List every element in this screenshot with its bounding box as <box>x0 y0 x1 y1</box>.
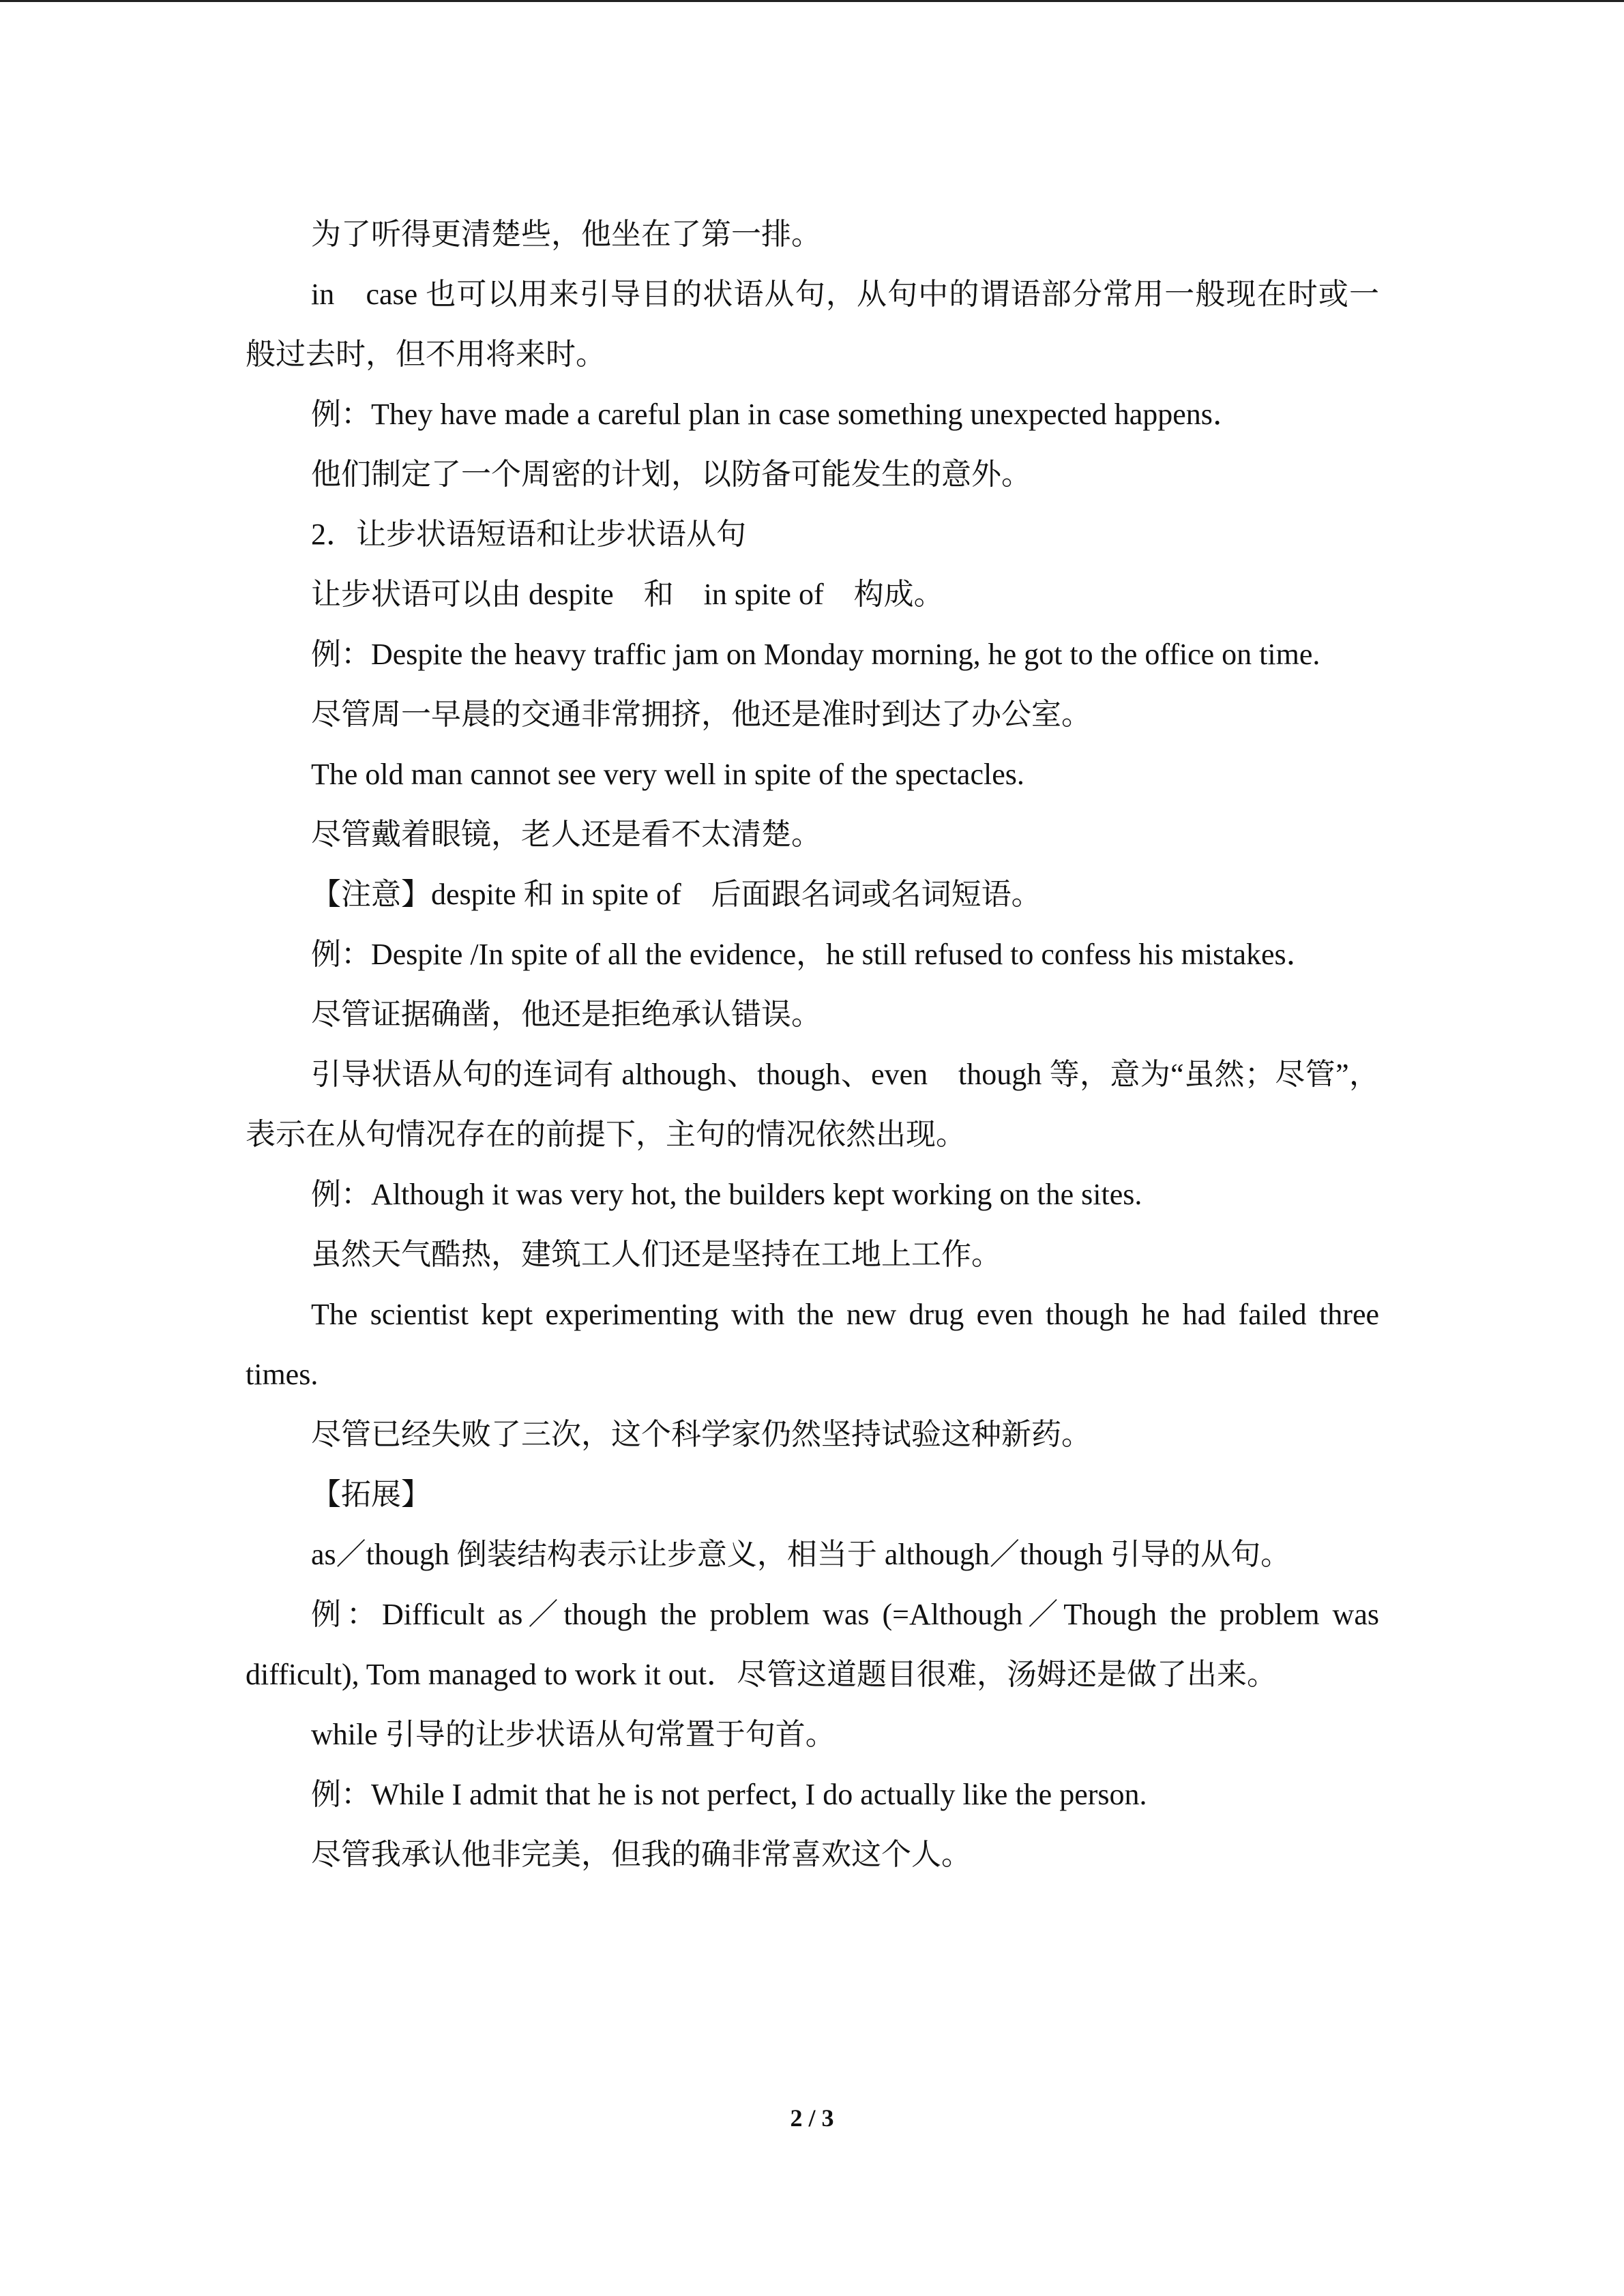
paragraph: The scientist kept experimenting with the new drug even though he had failed three times. <box>246 1298 1379 1391</box>
paragraph: 例：While I admit that he is not perfect, I do actually like the person. <box>311 1778 1147 1811</box>
paragraph: 他们制定了一个周密的计划，以防备可能发生的意外。 <box>311 458 1031 491</box>
paragraph: 例：Although it was very hot, the builders kept working on the sites. <box>311 1178 1142 1211</box>
page-number: 2 / 3 <box>790 2104 834 2132</box>
paragraph: 尽管戴着眼镜，老人还是看不太清楚。 <box>311 818 821 851</box>
paragraph: The old man cannot see very well in spite of the spectacles. <box>311 758 1024 791</box>
paragraph: 尽管证据确凿，他还是拒绝承认错误。 <box>311 998 821 1031</box>
paragraph: 为了听得更清楚些，他坐在了第一排。 <box>311 218 821 251</box>
document-body <box>246 205 1379 1885</box>
paragraph: 例：Difficult as／though the problem was (=Although／Though the problem was difficult), Tom managed to work it out．尽管这道题目很难，汤姆还是做了出来。 <box>246 1598 1379 1691</box>
paragraph: 引导状语从句的连词有 although、though、even though 等，意为“虽然；尽管”，表示在从句情况存在的前提下，主句的情况依然出现。 <box>246 1058 1379 1151</box>
section-heading: 2．让步状语短语和让步状语从句 <box>311 518 746 551</box>
paragraph: 例：They have made a careful plan in case something unexpected happens． <box>311 398 1243 431</box>
paragraph: 例：Despite the heavy traffic jam on Monday morning, he got to the office on time. <box>311 638 1320 671</box>
top-border-line <box>0 0 1624 2</box>
paragraph: 虽然天气酷热，建筑工人们还是坚持在工地上工作。 <box>311 1238 1001 1271</box>
paragraph: in case 也可以用来引导目的状语从句，从句中的谓语部分常用一般现在时或一般过去时，但不用将来时。 <box>246 278 1379 371</box>
paragraph: 尽管已经失败了三次，这个科学家仍然坚持试验这种新药。 <box>311 1418 1091 1451</box>
paragraph: 例：Despite /In spite of all the evidence，he still refused to confess his mistakes． <box>311 938 1316 971</box>
note-paragraph: 【注意】despite 和 in spite of 后面跟名词或名词短语。 <box>311 878 1042 911</box>
paragraph: while 引导的让步状语从句常置于句首。 <box>311 1718 836 1751</box>
extension-heading: 【拓展】 <box>311 1478 431 1511</box>
paragraph: as／though 倒装结构表示让步意义，相当于 although／though 引导的从句。 <box>311 1538 1291 1571</box>
paragraph: 尽管我承认他非完美，但我的确非常喜欢这个人。 <box>311 1838 971 1871</box>
paragraph: 尽管周一早晨的交通非常拥挤，他还是准时到达了办公室。 <box>311 698 1091 731</box>
paragraph: 让步状语可以由 despite 和 in spite of 构成。 <box>311 578 944 611</box>
